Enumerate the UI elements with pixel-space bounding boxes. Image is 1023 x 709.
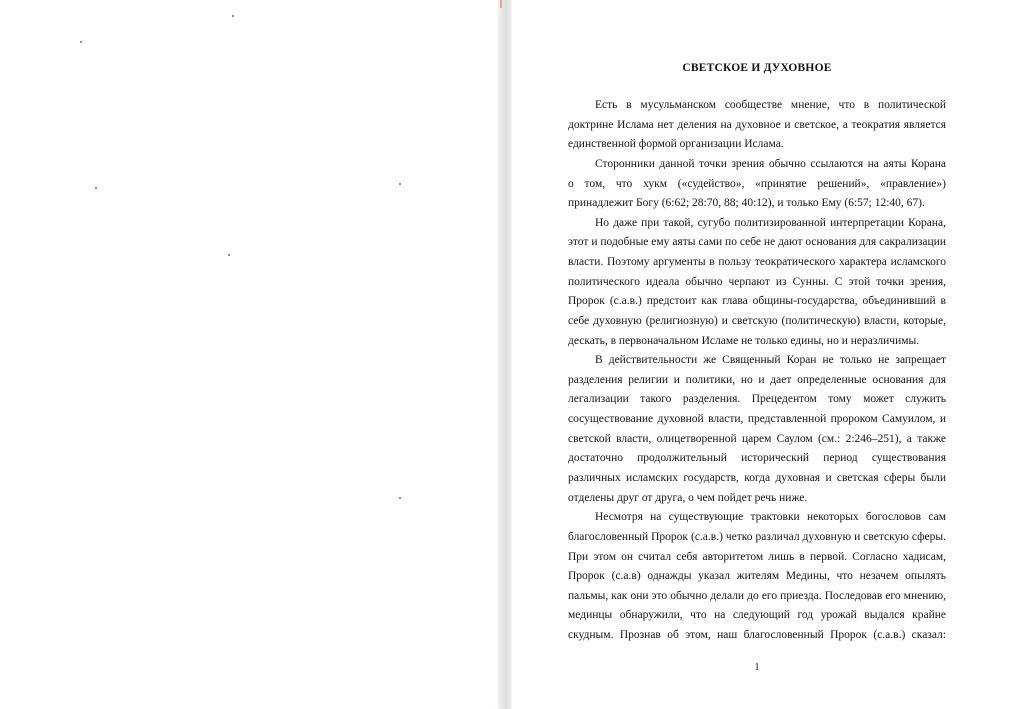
text-line: доктрине Ислама нет деления на духовное и светское, а теократия является [568, 118, 946, 131]
left-page-blank [0, 0, 504, 709]
text-line: принадлежит Богу (6:62; 28:70, 88; 40:12), и только Ему (6:57; 12:40, 67). [568, 197, 925, 210]
text-line: Есть в мусульманском сообществе мнение, что в политической [595, 99, 946, 111]
book-gutter [498, 0, 512, 709]
text-line: В действительности же Священный Коран не только не запрещает [595, 354, 946, 367]
text-line: Несмотря на существующие трактовки некоторых богословов сам [595, 511, 946, 524]
text-line: единственной формой организации Ислама. [568, 138, 784, 151]
text-line: При этом он считал себя авторитетом лишь в первой. Согласно хадисам, [568, 550, 946, 563]
text-line: отделены друг от друга, о чем пойдет речь ниже. [568, 491, 808, 504]
page-title: СВЕТСКОЕ И ДУХОВНОЕ [682, 62, 832, 74]
text-line: этот и подобные ему аяты сами по себе не дают основания для сакрализации [568, 236, 946, 249]
text-line: благословенный Пророк (с.а.в.) четко различал духовную и светскую сферы. [568, 530, 946, 543]
text-line: достаточно продолжительный исторический период существования [568, 452, 946, 465]
scan-speck [232, 15, 234, 17]
scan-speck [399, 497, 401, 499]
text-line: сосуществование духовной власти, представленной пророком Самуилом, и [568, 413, 946, 426]
text-line: Но даже при такой, сугубо политизированной интерпретации Корана, [595, 216, 946, 229]
text-line: легализации такого разделения. Прецедентом тому может служить [568, 393, 946, 406]
gutter-mark [500, 0, 502, 8]
text-line: разделения религии и политики, но и дает определенные основания для [568, 373, 946, 386]
text-line: Сторонники данной точки зрения обычно ссылаются на аяты Корана [595, 157, 946, 170]
text-line: мединцы обнаружили, что на следующий год урожай выдался крайне [568, 609, 946, 622]
text-line: пальмы, как они это обычно делали до его приезда. Последовав его мнению, [568, 589, 946, 602]
scan-speck [228, 254, 230, 256]
text-line: скудным. Прознав об этом, наш благословенный Пророк (с.а.в.) сказал: [568, 629, 946, 641]
text-line: власти. Поэтому аргументы в пользу теократического характера исламского [568, 256, 946, 268]
text-line: дескать, в первоначальном Исламе не только едины, но и неразличимы. [568, 334, 920, 347]
text-line: Пророк (с.а.в.) предстоит как глава общины-государства, объединивший в [568, 295, 946, 308]
scan-speck [399, 183, 401, 185]
scan-speck [80, 41, 82, 43]
scan-speck [95, 187, 97, 189]
text-line: о том, что хукм («судейство», «принятие решений», «правление») [568, 177, 946, 190]
text-line: различных исламских государств, когда духовная и светская сферы были [568, 472, 946, 484]
text-line: светской власти, олицетворенной царем Саулом (см.: 2:246–251), а также [568, 432, 946, 445]
page-number: 1 [754, 661, 760, 673]
text-line: Пророк (с.а.в) однажды указал жителям Медины, что незачем опылять [568, 570, 946, 583]
text-line: себе духовную (религиозную) и светскую (политическую) власти, которые, [568, 314, 946, 327]
text-line: политического идеала обычно черпают из Сунны. С этой точки зрения, [568, 275, 946, 288]
